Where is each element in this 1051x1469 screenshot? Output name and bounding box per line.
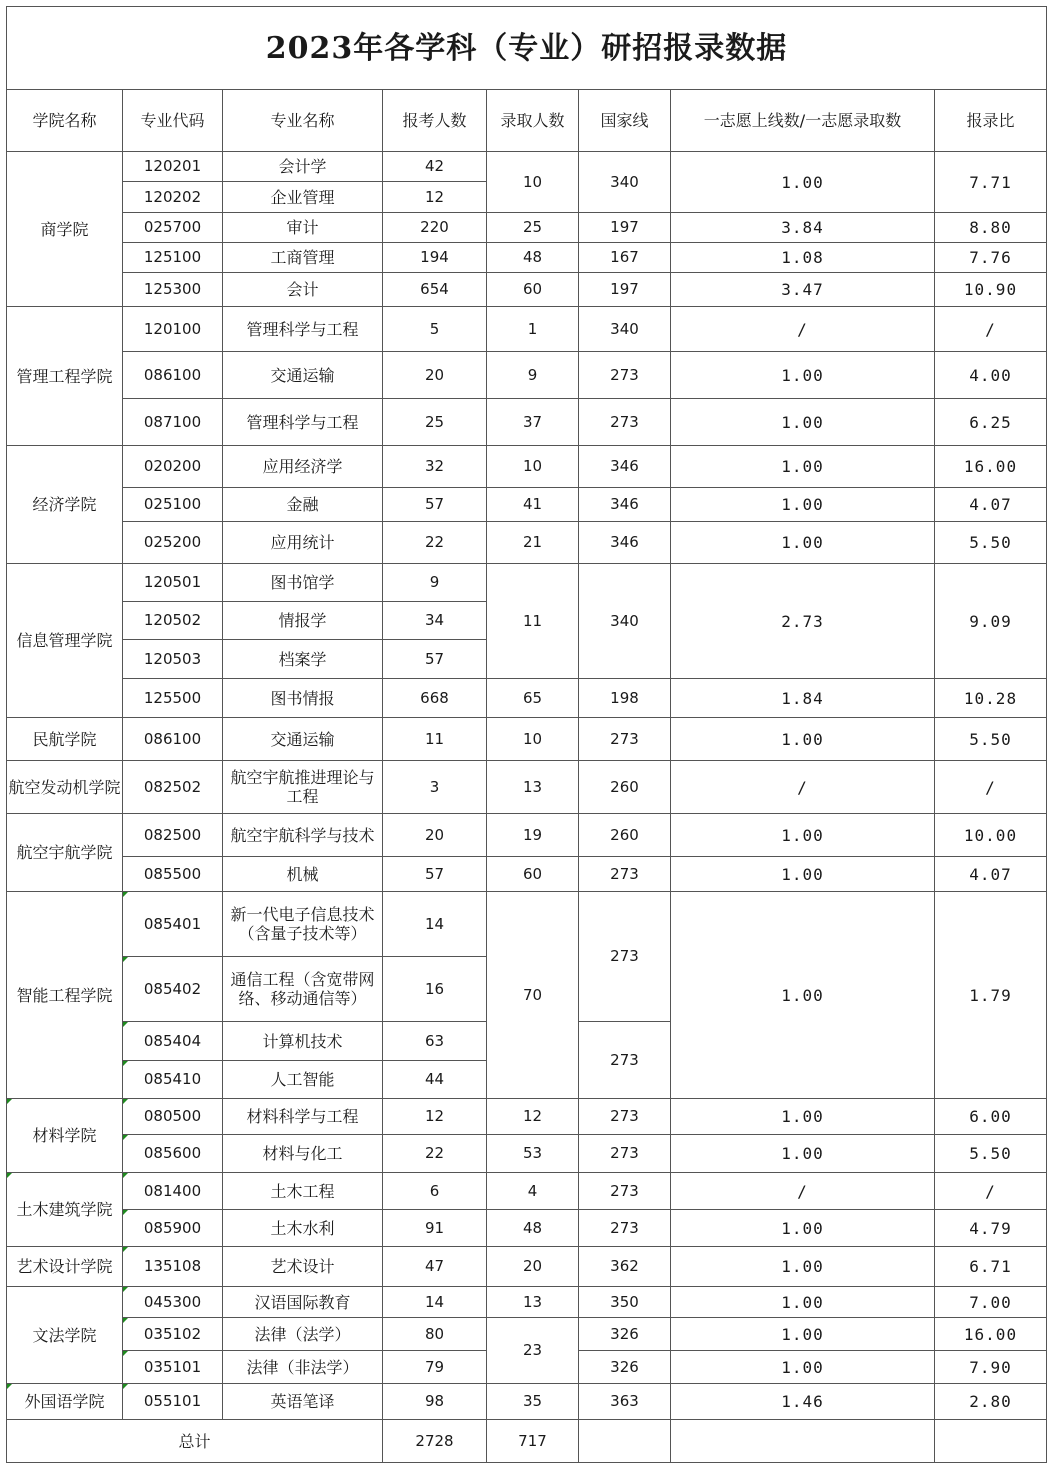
national-line-cell: 260 <box>579 814 671 857</box>
admitted-cell: 25 <box>487 213 579 243</box>
applicants-cell: 57 <box>383 857 487 892</box>
admitted-cell: 48 <box>487 243 579 273</box>
major-name-cell: 土木水利 <box>223 1210 383 1247</box>
first-choice-ratio-cell: / <box>671 1173 935 1210</box>
major-code-cell: 085401 <box>123 892 223 957</box>
major-code-cell: 035102 <box>123 1318 223 1351</box>
college-name-cell: 外国语学院 <box>7 1384 123 1420</box>
applicants-cell: 12 <box>383 1099 487 1135</box>
major-code-cell: 120100 <box>123 307 223 352</box>
college-name-cell: 管理工程学院 <box>7 307 123 446</box>
major-code-cell: 025200 <box>123 522 223 564</box>
major-code-cell: 025100 <box>123 488 223 522</box>
header-college: 学院名称 <box>7 90 123 152</box>
apply-admit-ratio-cell: / <box>935 307 1047 352</box>
applicants-cell: 194 <box>383 243 487 273</box>
applicants-cell: 6 <box>383 1173 487 1210</box>
applicants-cell: 57 <box>383 640 487 679</box>
national-line-cell: 273 <box>579 352 671 399</box>
first-choice-ratio-cell: 1.00 <box>671 1351 935 1384</box>
applicants-cell: 14 <box>383 1287 487 1318</box>
major-code-cell: 082500 <box>123 814 223 857</box>
first-choice-ratio-cell: 1.00 <box>671 399 935 446</box>
total-empty-cell <box>935 1420 1047 1463</box>
admitted-cell: 10 <box>487 152 579 213</box>
apply-admit-ratio-cell: 7.00 <box>935 1287 1047 1318</box>
admitted-cell: 11 <box>487 564 579 679</box>
national-line-cell: 326 <box>579 1351 671 1384</box>
national-line-cell: 273 <box>579 892 671 1022</box>
table-row <box>7 1173 1047 1210</box>
applicants-cell: 80 <box>383 1318 487 1351</box>
admitted-cell: 13 <box>487 761 579 814</box>
admitted-cell: 20 <box>487 1247 579 1287</box>
national-line-cell: 362 <box>579 1247 671 1287</box>
table-row <box>7 307 1047 352</box>
apply-admit-ratio-cell: 4.07 <box>935 857 1047 892</box>
college-name-cell: 商学院 <box>7 152 123 307</box>
table-row <box>7 718 1047 761</box>
major-code-cell: 055101 <box>123 1384 223 1420</box>
admitted-cell: 60 <box>487 273 579 307</box>
admitted-cell: 10 <box>487 718 579 761</box>
major-name-cell: 汉语国际教育 <box>223 1287 383 1318</box>
major-name-cell: 航空宇航科学与技术 <box>223 814 383 857</box>
applicants-cell: 22 <box>383 522 487 564</box>
applicants-cell: 12 <box>383 182 487 213</box>
national-line-cell: 167 <box>579 243 671 273</box>
admitted-cell: 48 <box>487 1210 579 1247</box>
first-choice-ratio-cell: 1.00 <box>671 892 935 1099</box>
first-choice-ratio-cell: 1.00 <box>671 814 935 857</box>
college-name-cell: 艺术设计学院 <box>7 1247 123 1287</box>
major-code-cell: 020200 <box>123 446 223 488</box>
apply-admit-ratio-cell: 10.00 <box>935 814 1047 857</box>
college-name-cell: 材料学院 <box>7 1099 123 1173</box>
apply-admit-ratio-cell: 6.00 <box>935 1099 1047 1135</box>
first-choice-ratio-cell: 1.84 <box>671 679 935 718</box>
national-line-cell: 260 <box>579 761 671 814</box>
admitted-cell: 35 <box>487 1384 579 1420</box>
table-row <box>7 814 1047 857</box>
apply-admit-ratio-cell: / <box>935 1173 1047 1210</box>
header-applicants: 报考人数 <box>383 90 487 152</box>
college-name-cell: 航空宇航学院 <box>7 814 123 892</box>
first-choice-ratio-cell: 1.00 <box>671 1099 935 1135</box>
major-code-cell: 085600 <box>123 1135 223 1173</box>
applicants-cell: 20 <box>383 814 487 857</box>
apply-admit-ratio-cell: 16.00 <box>935 446 1047 488</box>
first-choice-ratio-cell: 1.00 <box>671 488 935 522</box>
apply-admit-ratio-cell: 10.90 <box>935 273 1047 307</box>
total-admitted: 717 <box>487 1420 579 1463</box>
national-line-cell: 197 <box>579 213 671 243</box>
first-choice-ratio-cell: 1.00 <box>671 1287 935 1318</box>
applicants-cell: 44 <box>383 1061 487 1099</box>
apply-admit-ratio-cell: 5.50 <box>935 522 1047 564</box>
header-ratio: 报录比 <box>935 90 1047 152</box>
major-name-cell: 会计 <box>223 273 383 307</box>
admitted-cell: 70 <box>487 892 579 1099</box>
major-name-cell: 工商管理 <box>223 243 383 273</box>
college-name-cell: 信息管理学院 <box>7 564 123 718</box>
national-line-cell: 350 <box>579 1287 671 1318</box>
major-name-cell: 图书情报 <box>223 679 383 718</box>
table-row <box>7 152 1047 182</box>
first-choice-ratio-cell: 1.00 <box>671 857 935 892</box>
apply-admit-ratio-cell: 10.28 <box>935 679 1047 718</box>
table-row <box>7 761 1047 814</box>
first-choice-ratio-cell: 1.00 <box>671 1210 935 1247</box>
admitted-cell: 13 <box>487 1287 579 1318</box>
first-choice-ratio-cell: / <box>671 307 935 352</box>
applicants-cell: 57 <box>383 488 487 522</box>
major-name-cell: 计算机技术 <box>223 1022 383 1061</box>
table-row <box>7 564 1047 602</box>
apply-admit-ratio-cell: 1.79 <box>935 892 1047 1099</box>
table-row <box>7 857 1047 892</box>
admitted-cell: 23 <box>487 1318 579 1384</box>
college-name-cell: 经济学院 <box>7 446 123 564</box>
total-row <box>7 1420 1047 1463</box>
major-code-cell: 125500 <box>123 679 223 718</box>
admitted-cell: 9 <box>487 352 579 399</box>
applicants-cell: 9 <box>383 564 487 602</box>
apply-admit-ratio-cell: 16.00 <box>935 1318 1047 1351</box>
first-choice-ratio-cell: 3.84 <box>671 213 935 243</box>
major-code-cell: 081400 <box>123 1173 223 1210</box>
first-choice-ratio-cell: 1.08 <box>671 243 935 273</box>
first-choice-ratio-cell: 1.00 <box>671 522 935 564</box>
apply-admit-ratio-cell: 9.09 <box>935 564 1047 679</box>
major-name-cell: 审计 <box>223 213 383 243</box>
table-row <box>7 1210 1047 1247</box>
applicants-cell: 34 <box>383 602 487 640</box>
table-row <box>7 1318 1047 1351</box>
table-row <box>7 892 1047 957</box>
major-code-cell: 085404 <box>123 1022 223 1061</box>
first-choice-ratio-cell: 1.00 <box>671 446 935 488</box>
apply-admit-ratio-cell: 2.80 <box>935 1384 1047 1420</box>
major-code-cell: 086100 <box>123 352 223 399</box>
applicants-cell: 79 <box>383 1351 487 1384</box>
national-line-cell: 273 <box>579 1210 671 1247</box>
table-row <box>7 1384 1047 1420</box>
major-name-cell: 情报学 <box>223 602 383 640</box>
header-admitted: 录取人数 <box>487 90 579 152</box>
header-major: 专业名称 <box>223 90 383 152</box>
major-name-cell: 艺术设计 <box>223 1247 383 1287</box>
college-name-cell: 航空发动机学院 <box>7 761 123 814</box>
admitted-cell: 21 <box>487 522 579 564</box>
national-line-cell: 326 <box>579 1318 671 1351</box>
national-line-cell: 197 <box>579 273 671 307</box>
applicants-cell: 14 <box>383 892 487 957</box>
admitted-cell: 41 <box>487 488 579 522</box>
national-line-cell: 273 <box>579 718 671 761</box>
national-line-cell: 346 <box>579 488 671 522</box>
applicants-cell: 42 <box>383 152 487 182</box>
applicants-cell: 20 <box>383 352 487 399</box>
table-row <box>7 243 1047 273</box>
national-line-cell: 273 <box>579 1099 671 1135</box>
admitted-cell: 60 <box>487 857 579 892</box>
first-choice-ratio-cell: 1.00 <box>671 1135 935 1173</box>
major-code-cell: 120202 <box>123 182 223 213</box>
apply-admit-ratio-cell: 5.50 <box>935 718 1047 761</box>
apply-admit-ratio-cell: 6.25 <box>935 399 1047 446</box>
applicants-cell: 22 <box>383 1135 487 1173</box>
total-empty-cell <box>579 1420 671 1463</box>
major-code-cell: 120201 <box>123 152 223 182</box>
college-name-cell: 文法学院 <box>7 1287 123 1384</box>
applicants-cell: 654 <box>383 273 487 307</box>
major-code-cell: 125100 <box>123 243 223 273</box>
major-code-cell: 120503 <box>123 640 223 679</box>
table-row <box>7 1287 1047 1318</box>
applicants-cell: 3 <box>383 761 487 814</box>
apply-admit-ratio-cell: / <box>935 761 1047 814</box>
major-code-cell: 082502 <box>123 761 223 814</box>
apply-admit-ratio-cell: 5.50 <box>935 1135 1047 1173</box>
apply-admit-ratio-cell: 4.07 <box>935 488 1047 522</box>
admitted-cell: 12 <box>487 1099 579 1135</box>
major-name-cell: 通信工程（含宽带网络、移动通信等） <box>223 957 383 1022</box>
major-name-cell: 交通运输 <box>223 352 383 399</box>
table-row <box>7 522 1047 564</box>
major-name-cell: 图书馆学 <box>223 564 383 602</box>
table-row <box>7 399 1047 446</box>
apply-admit-ratio-cell: 6.71 <box>935 1247 1047 1287</box>
applicants-cell: 32 <box>383 446 487 488</box>
admitted-cell: 10 <box>487 446 579 488</box>
admitted-cell: 53 <box>487 1135 579 1173</box>
admissions-table <box>6 6 1047 1463</box>
first-choice-ratio-cell: 1.00 <box>671 352 935 399</box>
national-line-cell: 363 <box>579 1384 671 1420</box>
admitted-cell: 19 <box>487 814 579 857</box>
major-code-cell: 086100 <box>123 718 223 761</box>
major-code-cell: 087100 <box>123 399 223 446</box>
major-name-cell: 新一代电子信息技术（含量子技术等） <box>223 892 383 957</box>
total-empty-cell <box>671 1420 935 1463</box>
national-line-cell: 340 <box>579 564 671 679</box>
major-code-cell: 025700 <box>123 213 223 243</box>
college-name-cell: 土木建筑学院 <box>7 1173 123 1247</box>
national-line-cell: 273 <box>579 1022 671 1099</box>
major-name-cell: 土木工程 <box>223 1173 383 1210</box>
table-row <box>7 679 1047 718</box>
applicants-cell: 91 <box>383 1210 487 1247</box>
header-national-line: 国家线 <box>579 90 671 152</box>
major-name-cell: 法律（法学） <box>223 1318 383 1351</box>
table-row <box>7 352 1047 399</box>
first-choice-ratio-cell: 3.47 <box>671 273 935 307</box>
table-row <box>7 1135 1047 1173</box>
admitted-cell: 4 <box>487 1173 579 1210</box>
national-line-cell: 273 <box>579 1135 671 1173</box>
apply-admit-ratio-cell: 4.00 <box>935 352 1047 399</box>
major-name-cell: 法律（非法学） <box>223 1351 383 1384</box>
admitted-cell: 1 <box>487 307 579 352</box>
first-choice-ratio-cell: 1.00 <box>671 152 935 213</box>
major-code-cell: 120502 <box>123 602 223 640</box>
major-name-cell: 会计学 <box>223 152 383 182</box>
major-code-cell: 035101 <box>123 1351 223 1384</box>
major-code-cell: 085402 <box>123 957 223 1022</box>
apply-admit-ratio-cell: 7.71 <box>935 152 1047 213</box>
apply-admit-ratio-cell: 4.79 <box>935 1210 1047 1247</box>
national-line-cell: 198 <box>579 679 671 718</box>
table-row <box>7 1247 1047 1287</box>
first-choice-ratio-cell: / <box>671 761 935 814</box>
table-row <box>7 488 1047 522</box>
major-name-cell: 人工智能 <box>223 1061 383 1099</box>
major-name-cell: 英语笔译 <box>223 1384 383 1420</box>
applicants-cell: 25 <box>383 399 487 446</box>
national-line-cell: 346 <box>579 522 671 564</box>
applicants-cell: 5 <box>383 307 487 352</box>
major-name-cell: 航空宇航推进理论与工程 <box>223 761 383 814</box>
table-row <box>7 273 1047 307</box>
major-code-cell: 085500 <box>123 857 223 892</box>
header-code: 专业代码 <box>123 90 223 152</box>
applicants-cell: 220 <box>383 213 487 243</box>
first-choice-ratio-cell: 1.46 <box>671 1384 935 1420</box>
apply-admit-ratio-cell: 7.90 <box>935 1351 1047 1384</box>
national-line-cell: 273 <box>579 857 671 892</box>
major-code-cell: 135108 <box>123 1247 223 1287</box>
table-row <box>7 446 1047 488</box>
page-title: 2023年各学科（专业）研招报录数据 <box>7 7 1047 90</box>
header-first-choice: 一志愿上线数/一志愿录取数 <box>671 90 935 152</box>
applicants-cell: 11 <box>383 718 487 761</box>
national-line-cell: 340 <box>579 307 671 352</box>
total-applicants: 2728 <box>383 1420 487 1463</box>
national-line-cell: 273 <box>579 1173 671 1210</box>
major-name-cell: 交通运输 <box>223 718 383 761</box>
major-name-cell: 材料科学与工程 <box>223 1099 383 1135</box>
major-name-cell: 管理科学与工程 <box>223 307 383 352</box>
applicants-cell: 16 <box>383 957 487 1022</box>
table-row <box>7 213 1047 243</box>
major-name-cell: 企业管理 <box>223 182 383 213</box>
major-code-cell: 120501 <box>123 564 223 602</box>
first-choice-ratio-cell: 2.73 <box>671 564 935 679</box>
major-code-cell: 085410 <box>123 1061 223 1099</box>
national-line-cell: 273 <box>579 399 671 446</box>
major-name-cell: 应用经济学 <box>223 446 383 488</box>
college-name-cell: 民航学院 <box>7 718 123 761</box>
major-name-cell: 金融 <box>223 488 383 522</box>
major-name-cell: 应用统计 <box>223 522 383 564</box>
admitted-cell: 37 <box>487 399 579 446</box>
total-label: 总计 <box>7 1420 383 1463</box>
national-line-cell: 340 <box>579 152 671 213</box>
apply-admit-ratio-cell: 8.80 <box>935 213 1047 243</box>
national-line-cell: 346 <box>579 446 671 488</box>
major-name-cell: 机械 <box>223 857 383 892</box>
major-code-cell: 085900 <box>123 1210 223 1247</box>
major-code-cell: 125300 <box>123 273 223 307</box>
applicants-cell: 668 <box>383 679 487 718</box>
first-choice-ratio-cell: 1.00 <box>671 718 935 761</box>
table-row <box>7 1099 1047 1135</box>
applicants-cell: 98 <box>383 1384 487 1420</box>
major-name-cell: 管理科学与工程 <box>223 399 383 446</box>
first-choice-ratio-cell: 1.00 <box>671 1318 935 1351</box>
admitted-cell: 65 <box>487 679 579 718</box>
major-code-cell: 080500 <box>123 1099 223 1135</box>
apply-admit-ratio-cell: 7.76 <box>935 243 1047 273</box>
college-name-cell: 智能工程学院 <box>7 892 123 1099</box>
major-name-cell: 档案学 <box>223 640 383 679</box>
applicants-cell: 63 <box>383 1022 487 1061</box>
applicants-cell: 47 <box>383 1247 487 1287</box>
major-code-cell: 045300 <box>123 1287 223 1318</box>
first-choice-ratio-cell: 1.00 <box>671 1247 935 1287</box>
major-name-cell: 材料与化工 <box>223 1135 383 1173</box>
